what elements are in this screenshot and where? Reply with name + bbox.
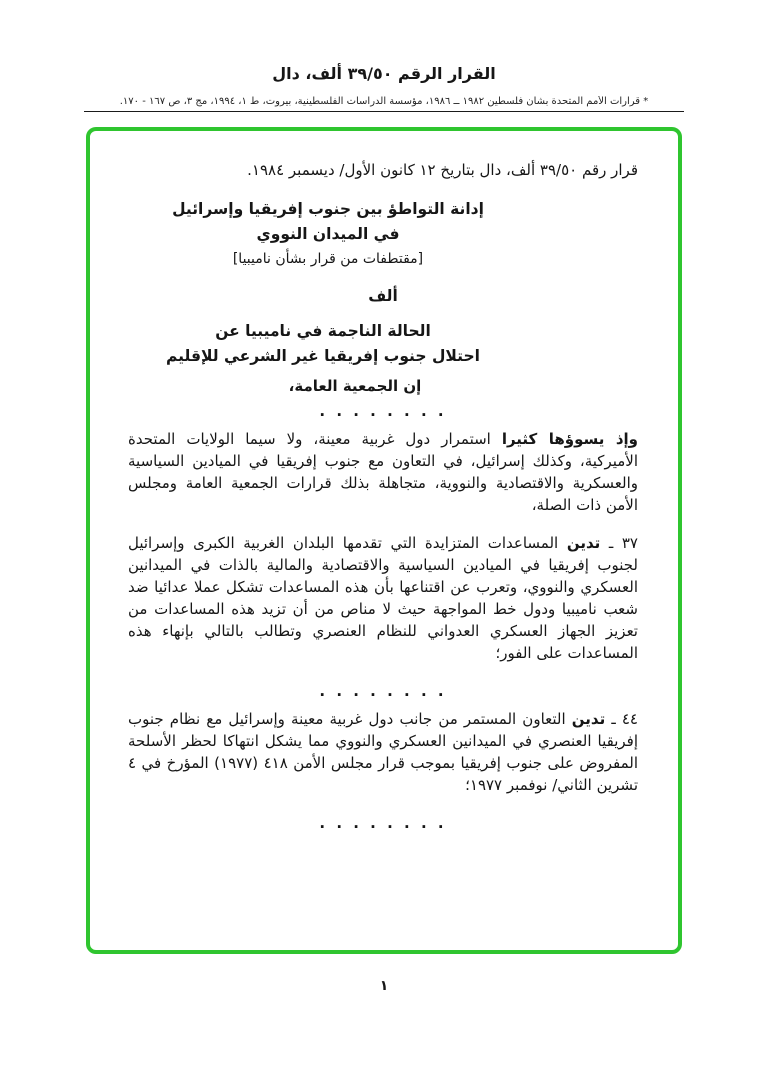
paragraph-lead: تدين <box>571 710 606 728</box>
page-number: ١ <box>379 978 389 994</box>
paragraph-number: ٣٧ ـ <box>600 534 638 552</box>
header-divider <box>84 111 684 112</box>
ellipsis-separator: . . . . . . . . <box>319 402 447 420</box>
preamble-opening: إن الجمعية العامة، <box>288 377 422 395</box>
paragraph-text: التعاون المستمر من جانب دول غربية معينة وإسرائيل مع نظام جنوب إفريقيا العنصري في الميدانين العسكري والنووي مما يشكل انتهاكا لحظر الأسلحة المفروض على جنوب إفريقيا بموجب قرار مجلس الأمن ٤١٨ (١٩٧٧) المؤرخ في ٤ تشرين الثاني/ نوفمبر ١٩٧٧؛ <box>128 710 639 794</box>
operative-paragraph-44 <box>128 708 638 796</box>
section-title-line1: الحالة الناجمة في ناميبيا عن <box>215 322 431 340</box>
paragraph-number: ٤٤ ـ <box>605 710 638 728</box>
resolution-title-block <box>128 197 638 271</box>
resolution-title-line2: في الميدان النووي <box>256 225 400 243</box>
source-citation: * قرارات الأمم المتحدة بشأن فلسطين ١٩٨٢ ــ ١٩٨٦، مؤسسة الدراسات الفلسطينية، بيروت، ط ١، ١٩٩٤، مج ٣، ص ١٦٧ - ١٧٠. <box>119 96 649 107</box>
preamble-paragraph <box>128 428 638 516</box>
paragraph-text: المساعدات المتزايدة التي تقدمها البلدان الغربية الكبرى وإسرائيل لجنوب إفريقيا في الميادين السياسية والاقتصادية والمالية بالذات في الميدانين العسكري والنووي، وتعرب عن اقتناعها بأن هذه المساعدات تشكل عملا عدائيا ضد شعب ناميبيا ودول خط المواجهة حيث لا مناص من أن تزيد هذه المساعدات من تعزيز الجهاز العسكري العدواني للنظام العنصري وتطالب بالتالي بإنهاء هذه المساعدات على الفور؛ <box>128 534 638 662</box>
paragraph-lead: وإذ يسوؤها كثيرا <box>501 430 638 448</box>
section-title-line2: احتلال جنوب إفريقيا غير الشرعي للإقليم <box>166 347 480 365</box>
page-footer <box>0 978 768 994</box>
paragraph-text: استمرار دول غربية معينة، ولا سيما الولايات المتحدة الأميركية، وكذلك إسرائيل، في التعاون مع جنوب إفريقيا في الميادين السياسية والعسكرية والاقتصادية والنووية، متجاهلة بذلك قرارات الجمعية العامة ومجلس الأمن ذات الصلة، <box>128 430 638 514</box>
paragraph-lead: تدين <box>566 534 601 552</box>
section-title <box>128 319 638 369</box>
section-letter: ألف <box>368 287 398 305</box>
operative-paragraph-37 <box>128 532 638 664</box>
page-header <box>0 64 768 112</box>
resolution-title-line1: إدانة التواطؤ بين جنوب إفريقيا وإسرائيل <box>172 200 484 218</box>
resolution-intro: قرار رقم ٣٩/٥٠ ألف، دال بتاريخ ١٢ كانون الأول/ ديسمبر ١٩٨٤. <box>247 161 638 179</box>
page-title: القرار الرقم ٣٩/٥٠ ألف، دال <box>272 64 496 83</box>
ellipsis-separator: . . . . . . . . <box>319 814 447 832</box>
resolution-subtitle: [مقتطفات من قرار بشأن ناميبيا] <box>232 251 424 267</box>
document-frame <box>86 127 682 954</box>
ellipsis-separator: . . . . . . . . <box>319 682 447 700</box>
